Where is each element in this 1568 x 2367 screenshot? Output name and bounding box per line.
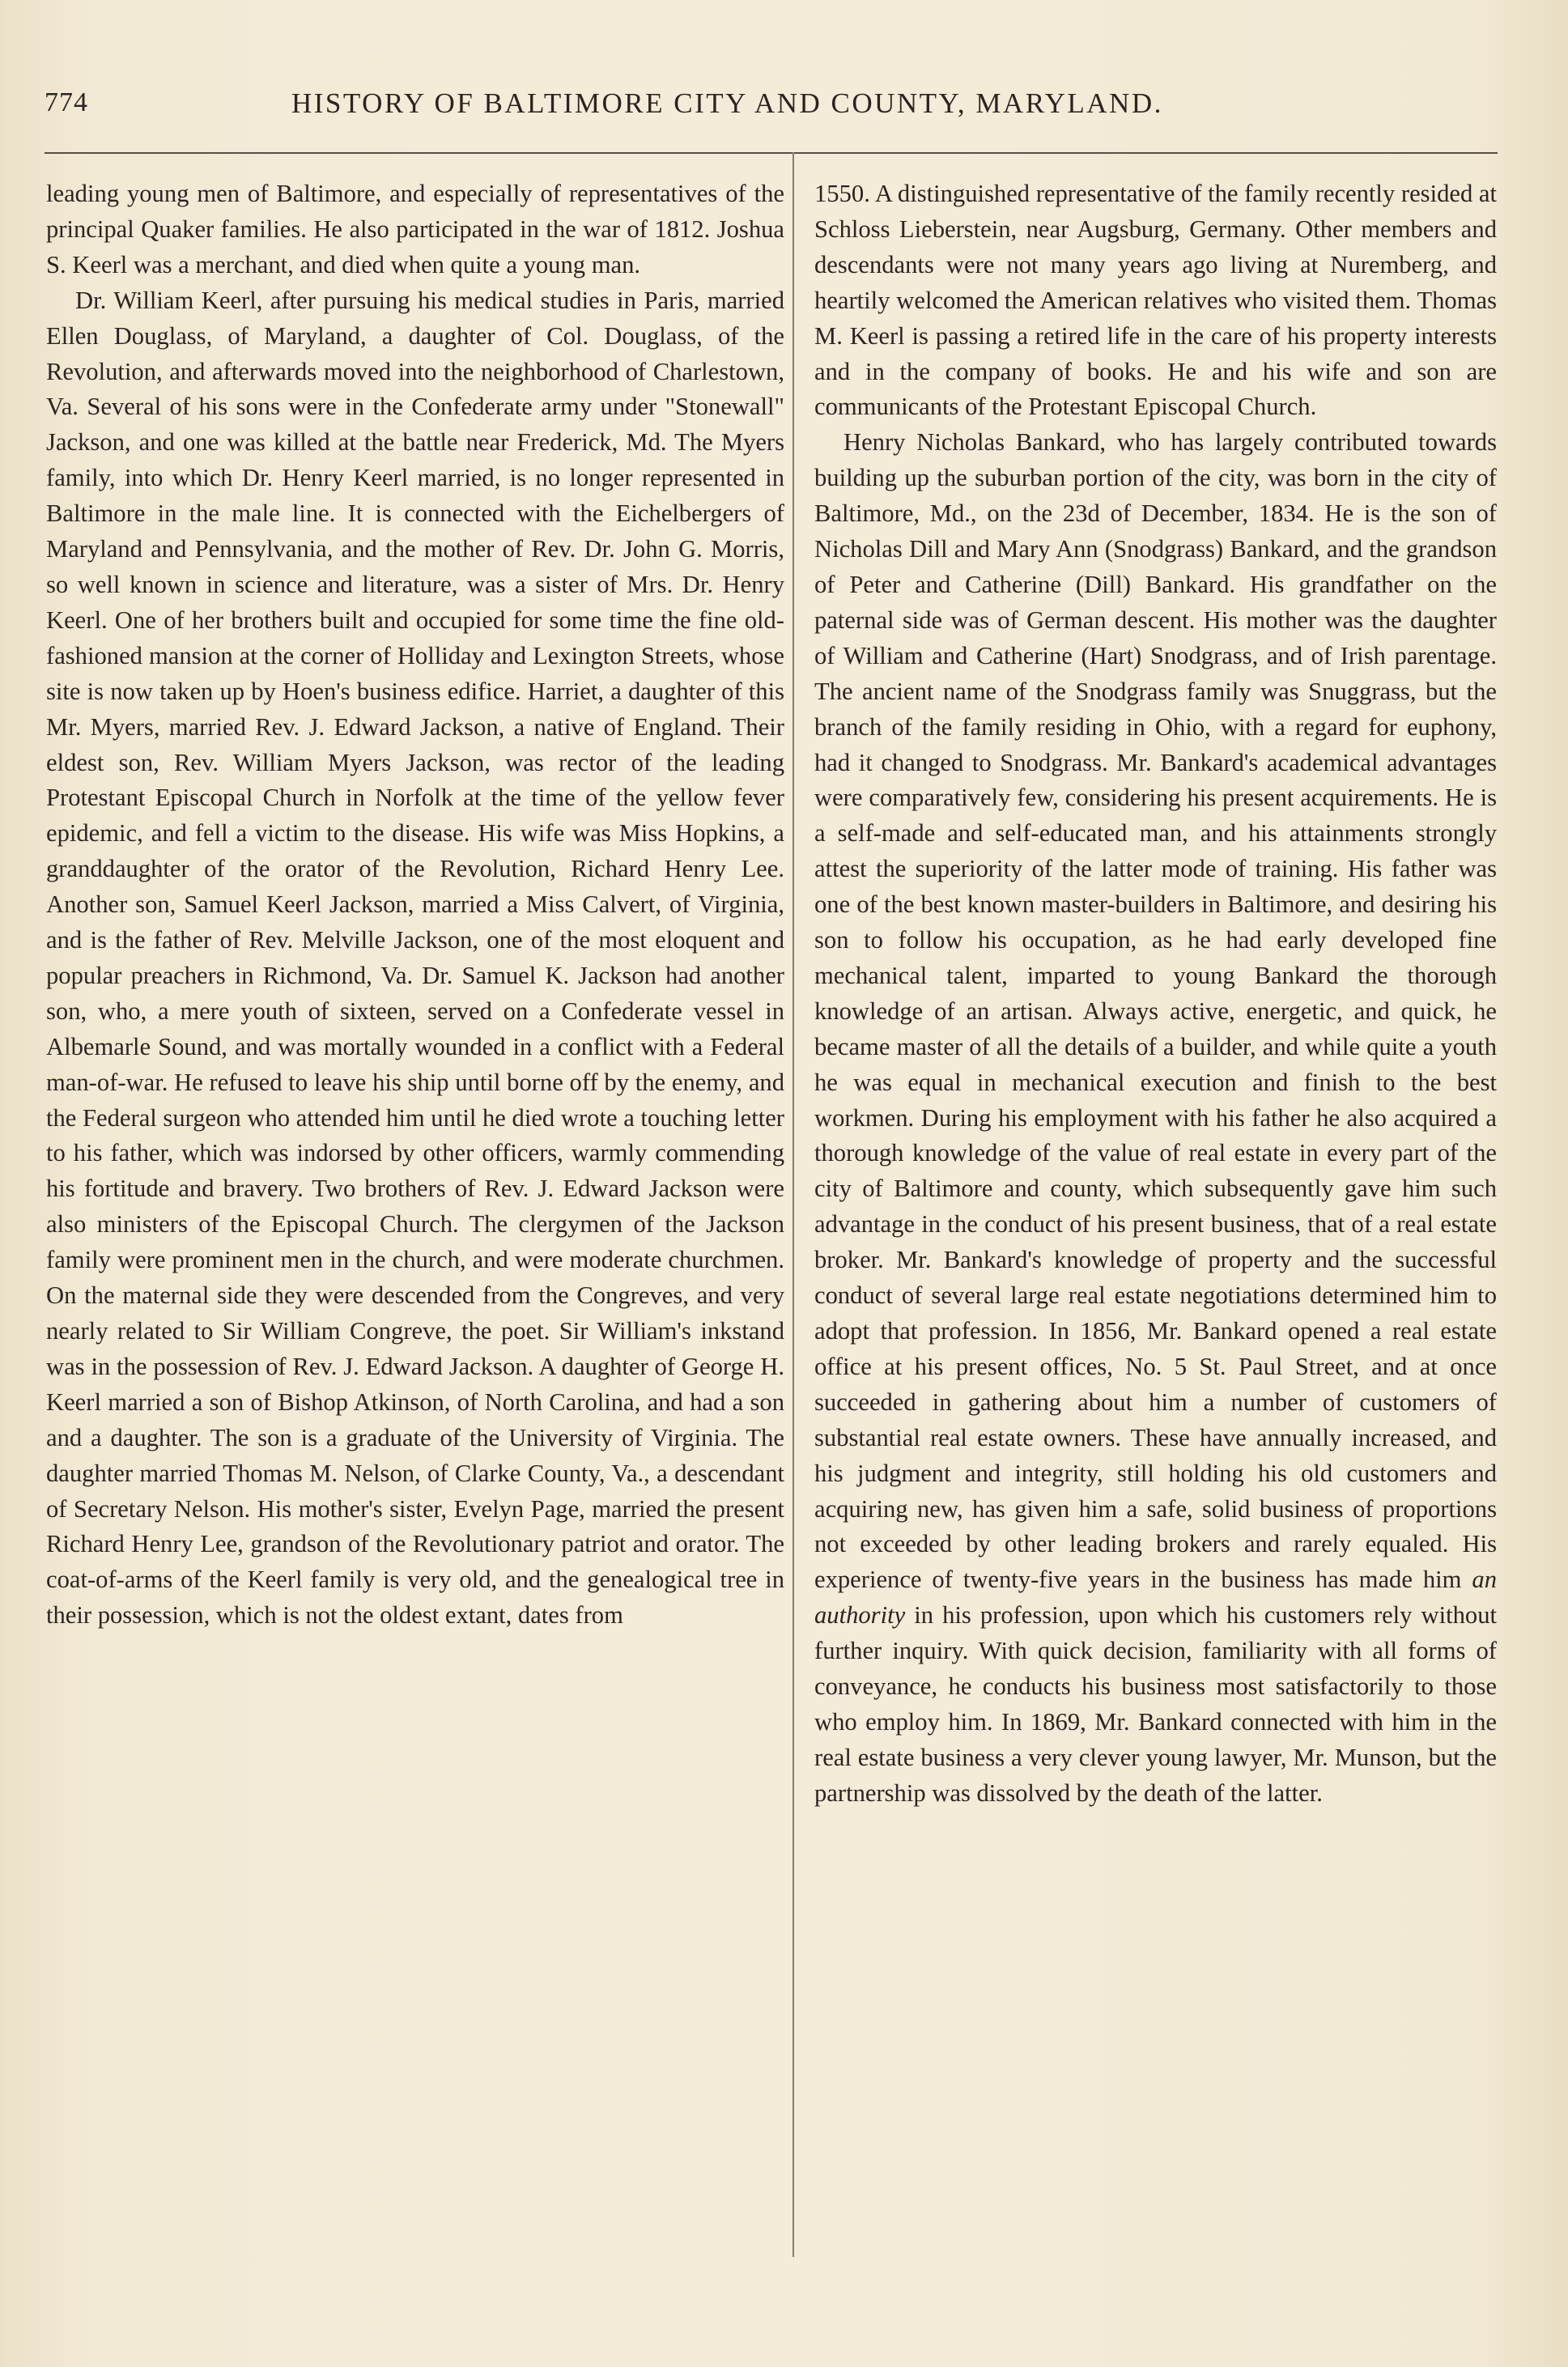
italic-phrase: an authority xyxy=(814,1566,1497,1630)
page-number: 774 xyxy=(45,87,88,117)
left-column xyxy=(46,176,784,2281)
paragraph-text-continued: in his profession, upon which his customers rely without further inquiry. With quick decision, familiarity with all forms of conveyance, he conducts his business most satisfactorily to those who employ him. In 1869, Mr. Bankard connected with him in the real estate business a very clever young lawyer, Mr. Munson, but the partnership was dissolved by the death of the latter. xyxy=(814,1601,1497,1807)
right-column xyxy=(814,176,1497,2281)
paragraph-text: Henry Nicholas Bankard, who has largely contributed towards building up the suburban portion of the city, was born in the city of Baltimore, Md., on the 23d of December, 1834. He is the son of Nicholas Dill and Mary Ann (Snodgrass) Bankard, and the grandson of Peter and Catherine (Dill) Bankard. His grandfather on the paternal side was of German descent. His mother was the daughter of William and Catherine (Hart) Snodgrass, and of Irish parentage. The ancient name of the Snodgrass family was Snuggrass, but the branch of the family residing in Ohio, with a regard for euphony, had it changed to Snodgrass. Mr. Bankard's academical advantages were comparatively few, considering his present acquirements. He is a self-made and self-educated man, and his attainments strongly attest the superiority of the latter mode of training. His father was one of the best known master-builders in Baltimore, and desiring his son to follow his occupation, as he had early developed fine mechanical talent, imparted to young Bankard the thorough knowledge of an artisan. Always active, energetic, and quick, he became master of all the details of a builder, and while quite a youth he was equal in mechanical execution and finish to the best workmen. During his employment with his father he also acquired a thorough knowledge of the value of real estate in every part of the city of Baltimore and county, which subsequently gave him such advantage in the conduct of his present business, that of a real estate broker. Mr. Bankard's knowledge of property and the successful conduct of several large real estate negotiations determined him to adopt that profession. In 1856, Mr. Bankard opened a real estate office at his present offices, No. 5 St. Paul Street, and at once succeeded in gathering about him a number of customers of substantial real estate owners. These have annually increased, and his judgment and integrity, still holding his old customers and acquiring new, has given him a safe, solid business of proportions not exceeded by other leading brokers and rarely equaled. His experience of twenty-five years in the business has made him xyxy=(814,428,1497,1594)
running-title: HISTORY OF BALTIMORE CITY AND COUNTY, MARYLAND. xyxy=(291,87,1163,119)
right-paragraph-2 xyxy=(814,425,1497,1811)
left-paragraph-2: Dr. William Keerl, after pursuing his medical studies in Paris, married Ellen Douglass, of Maryland, a daughter of Col. Douglass, of the Revolution, and afterwards moved into the neighborhood of Charlestown, Va. Several of his sons were in the Confederate army under "Stonewall" Jackson, and one was killed at the battle near Frederick, Md. The Myers family, into which Dr. Henry Keerl married, is no longer represented in Baltimore in the male line. It is connected with the Eichelbergers of Maryland and Pennsylvania, and the mother of Rev. Dr. John G. Morris, so well known in science and literature, was a sister of Mrs. Dr. Henry Keerl. One of her brothers built and occupied for some time the fine old-fashioned mansion at the corner of Holliday and Lexington Streets, whose site is now taken up by Hoen's business edifice. Harriet, a daughter of this Mr. Myers, married Rev. J. Edward Jackson, a native of England. Their eldest son, Rev. William Myers Jackson, was rector of the leading Protestant Episcopal Church in Norfolk at the time of the yellow fever epidemic, and fell a victim to the disease. His wife was Miss Hopkins, a granddaughter of the orator of the Revolution, Richard Henry Lee. Another son, Samuel Keerl Jackson, married a Miss Calvert, of Virginia, and is the father of Rev. Melville Jackson, one of the most eloquent and popular preachers in Richmond, Va. Dr. Samuel K. Jackson had another son, who, a mere youth of sixteen, served on a Confederate vessel in Albemarle Sound, and was mortally wounded in a conflict with a Federal man-of-war. He refused to leave his ship until borne off by the enemy, and the Federal surgeon who attended him until he died wrote a touching letter to his father, which was indorsed by other officers, warmly commending his fortitude and bravery. Two brothers of Rev. J. Edward Jackson were also ministers of the Episcopal Church. The clergymen of the Jackson family were prominent men in the church, and were moderate churchmen. On the maternal side they were descended from the Congreves, and very nearly related to Sir William Congreve, the poet. Sir William's inkstand was in the possession of Rev. J. Edward Jackson. A daughter of George H. Keerl married a son of Bishop Atkinson, of North Carolina, and had a son and a daughter. The son is a graduate of the University of Virginia. The daughter married Thomas M. Nelson, of Clarke County, Va., a descendant of Secretary Nelson. His mother's sister, Evelyn Page, married the present Richard Henry Lee, grandson of the Revolutionary patriot and orator. The coat-of-arms of the Keerl family is very old, and the genealogical tree in their possession, which is not the oldest extant, dates from xyxy=(46,286,784,1630)
right-paragraph-1: 1550. A distinguished representative of the family recently resided at Schloss Lieberstein, near Augsburg, Germany. Other members and descendants were not many years ago living at Nuremberg, and heartily welcomed the American relatives who visited them. Thomas M. Keerl is passing a retired life in the care of his property interests and in the company of books. He and his wife and son are communicants of the Protestant Episcopal Church. xyxy=(814,180,1497,421)
header-rule xyxy=(45,152,1498,154)
page-header xyxy=(45,87,1502,128)
column-divider xyxy=(792,152,794,2257)
left-paragraph-1: leading young men of Baltimore, and especially of representatives of the principal Quaker families. He also participated in the war of 1812. Joshua S. Keerl was a merchant, and died when quite a young man. xyxy=(46,180,784,278)
